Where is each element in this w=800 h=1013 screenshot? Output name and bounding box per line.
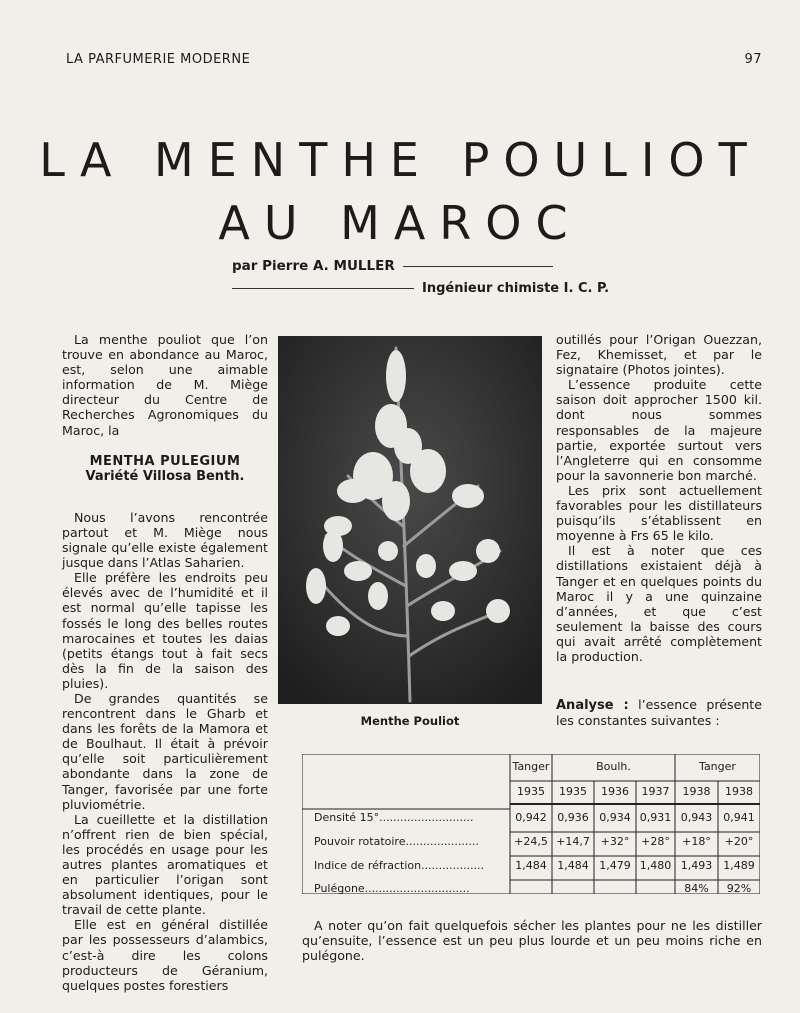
- plant-photo: [278, 336, 542, 704]
- table-row: [302, 831, 760, 855]
- table-row: [302, 878, 760, 902]
- table-cell: +14,7: [556, 835, 590, 848]
- row-label: Pouvoir rotatoire.....................: [314, 835, 479, 848]
- byline: [232, 258, 553, 274]
- journal-name: LA PARFUMERIE MODERNE: [66, 52, 251, 67]
- paragraph: Elle est en général distillée par les possesseurs d’alambics, c’est-à dire les colons producteurs de Géranium, quelques postes forestiers: [62, 917, 268, 993]
- paragraph: De grandes quantités se rencontrent dans le Gharb et dans les forêts de la Mamora et de Boulhaut. Il était à prévoir qu’elle soit particulièrement abondante dans la zone de Tanger, favorisée par une forte pluviométrie.: [62, 690, 268, 812]
- article-title-line-1: LA MENTHE POULIOT: [39, 133, 761, 187]
- table-cell: +18°: [682, 835, 711, 848]
- table-row: [302, 855, 760, 879]
- analysis-intro: [556, 697, 762, 728]
- table-cell: 0,943: [680, 811, 713, 824]
- table-cell: +32°: [600, 835, 630, 848]
- credential-line: [232, 281, 609, 296]
- group-header: Tanger: [699, 760, 736, 773]
- photo-caption: Menthe Pouliot: [360, 714, 460, 728]
- table-group-row: [302, 756, 760, 780]
- analysis-table: [302, 754, 760, 894]
- paragraph: outillés pour l’Origan Ouezzan, Fez, Khemisset, et par le signataire (Photos jointes).: [556, 332, 762, 378]
- byline-rule: [403, 266, 553, 267]
- table-cell: 0,941: [723, 811, 755, 824]
- year-header: 1938: [725, 785, 753, 798]
- year-header: 1937: [641, 785, 670, 798]
- intro-paragraph: La menthe pouliot que l’on trouve en abondance au Maroc, est, selon une aimable information de M. Miège directeur du Centre de Recherches Agronomiques du Maroc, la: [62, 332, 268, 438]
- mint-plant-illustration: [278, 336, 542, 704]
- row-label: Densité 15°...........................: [314, 811, 474, 824]
- paragraph: La cueillette et la distillation n’offrent rien de bien spécial, les procédés en usage pour les autres plantes aromatiques et en particulier l’origan sont absolument identiques, pour le travail de cette plante.: [62, 811, 268, 918]
- row-label: Pulégone..............................: [314, 882, 470, 895]
- paragraph: Nous l’avons rencontrée partout et M. Miège nous signale qu’elle existe également jusque dans l’Atlas Saharien.: [62, 509, 268, 571]
- species-heading: MENTHA PULEGIUM: [89, 453, 241, 469]
- analysis-label: Analyse :: [556, 698, 629, 713]
- table-cell: 92%: [726, 882, 752, 895]
- credential-rule: [232, 288, 414, 289]
- variety-heading: Variété Villosa Benth.: [85, 468, 245, 484]
- paragraph: Elle préfère les endroits peu élevés avec de l’humidité et il est normal qu’elle tapisse les fossés le long des belles routes marocaines et toutes les daias (petits étangs tout à fait secs dès la fin de la saison des pluies).: [62, 570, 268, 691]
- table-cell: 84%: [684, 882, 709, 895]
- article-title-line-2: AU MAROC: [218, 196, 582, 250]
- table-cell: 0,934: [599, 811, 631, 824]
- paragraph: Les prix sont actuellement favorables pour les distillateurs puisqu’ils s’établissent en moyenne à Frs 65 le kilo.: [556, 482, 762, 544]
- table-cell: +24,5: [514, 835, 548, 848]
- table-cell: 1,489: [723, 859, 755, 872]
- year-header: 1936: [601, 785, 629, 798]
- table-cell: +20°: [724, 835, 754, 848]
- paragraph: L’essence produite cette saison doit approcher 1500 kil. dont nous sommes responsables de la majeure partie, exportée surtout vers l’Angleterre qui en consomme pour la savonnerie bon marché.: [556, 377, 762, 483]
- group-header: Tanger: [512, 760, 550, 773]
- year-header: 1935: [559, 785, 587, 798]
- analysis-text: l’essence présente les constantes suivantes :: [556, 697, 762, 729]
- table-cell: 1,480: [639, 859, 672, 872]
- closing-paragraph: A noter qu’on fait quelquefois sécher les plantes pour ne les distiller qu’ensuite, l’essence est un peu plus lourde et un peu moins riche en pulégone.: [302, 918, 762, 964]
- table-cell: +28°: [641, 835, 670, 848]
- right-column: [556, 332, 762, 664]
- left-column: [62, 332, 268, 993]
- table-row: [302, 807, 760, 831]
- credential: Ingénieur chimiste I. C. P.: [422, 281, 610, 296]
- author: par Pierre A. MULLER: [232, 258, 395, 274]
- table-cell: 0,942: [515, 811, 547, 824]
- table-cell: 1,484: [515, 859, 547, 872]
- row-label: Indice de réfraction..................: [314, 859, 485, 872]
- paragraph: Il est à noter que ces distillations existaient déjà à Tanger et en quelques points du Maroc il y a une quinzaine d’années, et que c’est seulement la baisse des cours qui avait arrêté complètement la production.: [556, 543, 762, 664]
- page-number: 97: [744, 52, 762, 67]
- table-cell: 1,493: [680, 859, 713, 872]
- table-year-row: [302, 781, 760, 805]
- group-header: Boulh.: [596, 760, 631, 773]
- year-header: 1938: [682, 785, 711, 798]
- year-header: 1935: [517, 785, 545, 798]
- running-header: [66, 52, 762, 70]
- table-cell: 0,936: [557, 811, 589, 824]
- table-cell: 0,931: [639, 811, 672, 824]
- table-cell: 1,484: [557, 859, 589, 872]
- table-cell: 1,479: [599, 859, 631, 872]
